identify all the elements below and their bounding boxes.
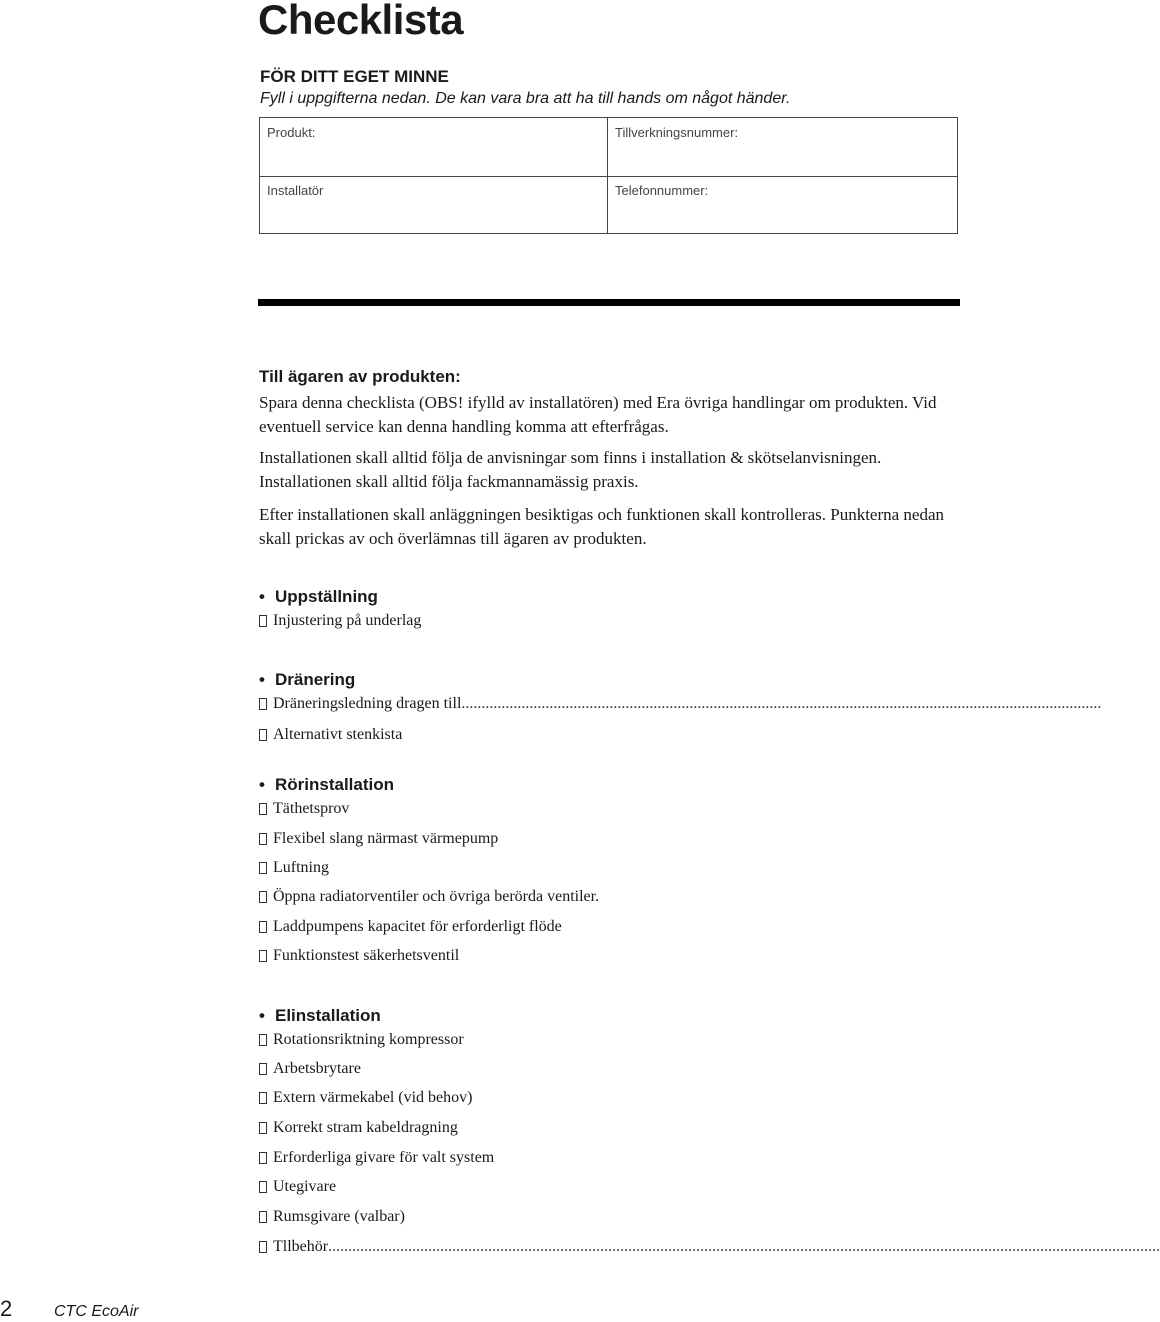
owner-paragraph: Spara denna checklista (OBS! ifylld av installatören) med Era övriga handlingar om produkten. Vid eventuell service kan denna handling komma att efterfrågas. [259, 393, 937, 436]
section-heading-label: Uppställning [275, 587, 378, 606]
checklist-item-label: Arbetsbrytare [273, 1060, 361, 1077]
owner-paragraph: Installationen skall alltid följa de anvisningar som finns i installation & skötselanvisningen. Installationen skall alltid följa fackmannamässig praxis. [259, 448, 882, 491]
checklist-item[interactable] [259, 1059, 958, 1079]
checkbox-icon[interactable] [259, 1152, 267, 1164]
checklist-item[interactable] [259, 829, 958, 849]
checkbox-icon[interactable] [259, 1122, 267, 1134]
checklist-item[interactable] [259, 1177, 958, 1197]
memo-subheading: Fyll i uppgifterna nedan. De kan vara bra att ha till hands om något händer. [260, 90, 791, 107]
info-form-table [259, 117, 958, 234]
bullet-icon: • [259, 587, 265, 606]
section-heading-uppstallning [259, 587, 378, 607]
checklist-item-label: Funktionstest säkerhetsventil [273, 947, 460, 964]
serial-number-field-label: Tillverkningsnummer: [615, 125, 739, 140]
checklist-item[interactable] [259, 694, 1102, 714]
section-heading-rorinstallation [259, 775, 394, 795]
phone-field-label: Telefonnummer: [615, 183, 709, 198]
checkbox-icon[interactable] [259, 729, 267, 741]
checklist-item[interactable] [259, 858, 958, 878]
section-heading-label: Elinstallation [275, 1006, 381, 1025]
checkbox-icon[interactable] [259, 891, 267, 903]
product-field-label: Produkt: [267, 125, 316, 140]
bullet-icon: • [259, 775, 265, 794]
checklist-item-label: Laddpumpens kapacitet för erforderligt flöde [273, 918, 562, 935]
checkbox-icon[interactable] [259, 1092, 267, 1104]
checklist-item-label: Rumsgivare (valbar) [273, 1208, 405, 1225]
section-heading-label: Dränering [275, 670, 356, 689]
checklist-item[interactable] [259, 1148, 958, 1168]
checkbox-icon[interactable] [259, 833, 267, 845]
checklist-item[interactable] [259, 1030, 958, 1050]
checkbox-icon[interactable] [259, 615, 267, 627]
checklist-item-label: Erforderliga givare för valt system [273, 1149, 495, 1166]
page-number: 2 [0, 1296, 13, 1321]
checklist-item-label: Luftning [273, 859, 329, 876]
bullet-icon: • [259, 1006, 265, 1025]
owner-paragraph: Efter installationen skall anläggningen besiktigas och funktionen skall kontrolleras. Punkterna nedan skall prickas av och överlämnas till ägaren av produkten. [259, 505, 945, 548]
checklist-item[interactable] [259, 946, 958, 966]
page-title: Checklista [258, 0, 464, 43]
checkbox-icon[interactable] [259, 921, 267, 933]
checkbox-icon[interactable] [259, 1034, 267, 1046]
checklist-item-label: Alternativt stenkista [273, 726, 403, 743]
checklist-item-label: Täthetsprov [273, 800, 350, 817]
bullet-icon: • [259, 670, 265, 689]
fill-in-line[interactable]: ................................................................................................................................................................................................................ [328, 1238, 1160, 1255]
table-divider-horizontal [260, 176, 957, 177]
checklist-item-label: Tllbehör [273, 1238, 329, 1255]
checklist-item[interactable] [259, 917, 958, 937]
checkbox-icon[interactable] [259, 698, 267, 710]
section-heading-label: Rörinstallation [275, 775, 395, 794]
checklist-item-label: Utegivare [273, 1178, 337, 1195]
checklist-item-label: Extern värmekabel (vid behov) [273, 1089, 473, 1106]
checkbox-icon[interactable] [259, 1241, 267, 1253]
checkbox-icon[interactable] [259, 803, 267, 815]
checklist-item[interactable] [259, 1207, 958, 1227]
checklist-item-label: Flexibel slang närmast värmepump [273, 830, 499, 847]
checklist-item-label: Korrekt stram kabeldragning [273, 1119, 458, 1136]
owner-heading: Till ägaren av produkten: [259, 367, 461, 386]
checklist-item-label: Dräneringsledning dragen till [273, 695, 462, 712]
checkbox-icon[interactable] [259, 862, 267, 874]
memo-heading: FÖR DITT EGET MINNE [260, 67, 449, 86]
checklist-item[interactable] [259, 1088, 958, 1108]
checkbox-icon[interactable] [259, 1181, 267, 1193]
checklist-item[interactable] [259, 1118, 958, 1138]
checkbox-icon[interactable] [259, 1211, 267, 1223]
installer-field-label: Installatör [267, 183, 324, 198]
checklist-item[interactable] [259, 799, 958, 819]
checkbox-icon[interactable] [259, 1063, 267, 1075]
checkbox-icon[interactable] [259, 950, 267, 962]
checklist-item[interactable] [259, 611, 958, 631]
checklist-item[interactable] [259, 1237, 1160, 1257]
checklist-item-label: Injustering på underlag [273, 612, 422, 629]
checklist-item[interactable] [259, 887, 958, 907]
checklist-item-label: Öppna radiatorventiler och övriga berörda ventiler. [273, 888, 600, 905]
footer-product-name: CTC EcoAir [54, 1303, 139, 1320]
section-heading-elinstallation [259, 1006, 381, 1026]
checklist-item[interactable] [259, 725, 958, 745]
fill-in-line[interactable]: ................................................................................................................................................................ [461, 695, 1102, 712]
section-divider-bar [258, 299, 960, 306]
checklist-item-label: Rotationsriktning kompressor [273, 1031, 464, 1048]
section-heading-dranering [259, 670, 355, 690]
